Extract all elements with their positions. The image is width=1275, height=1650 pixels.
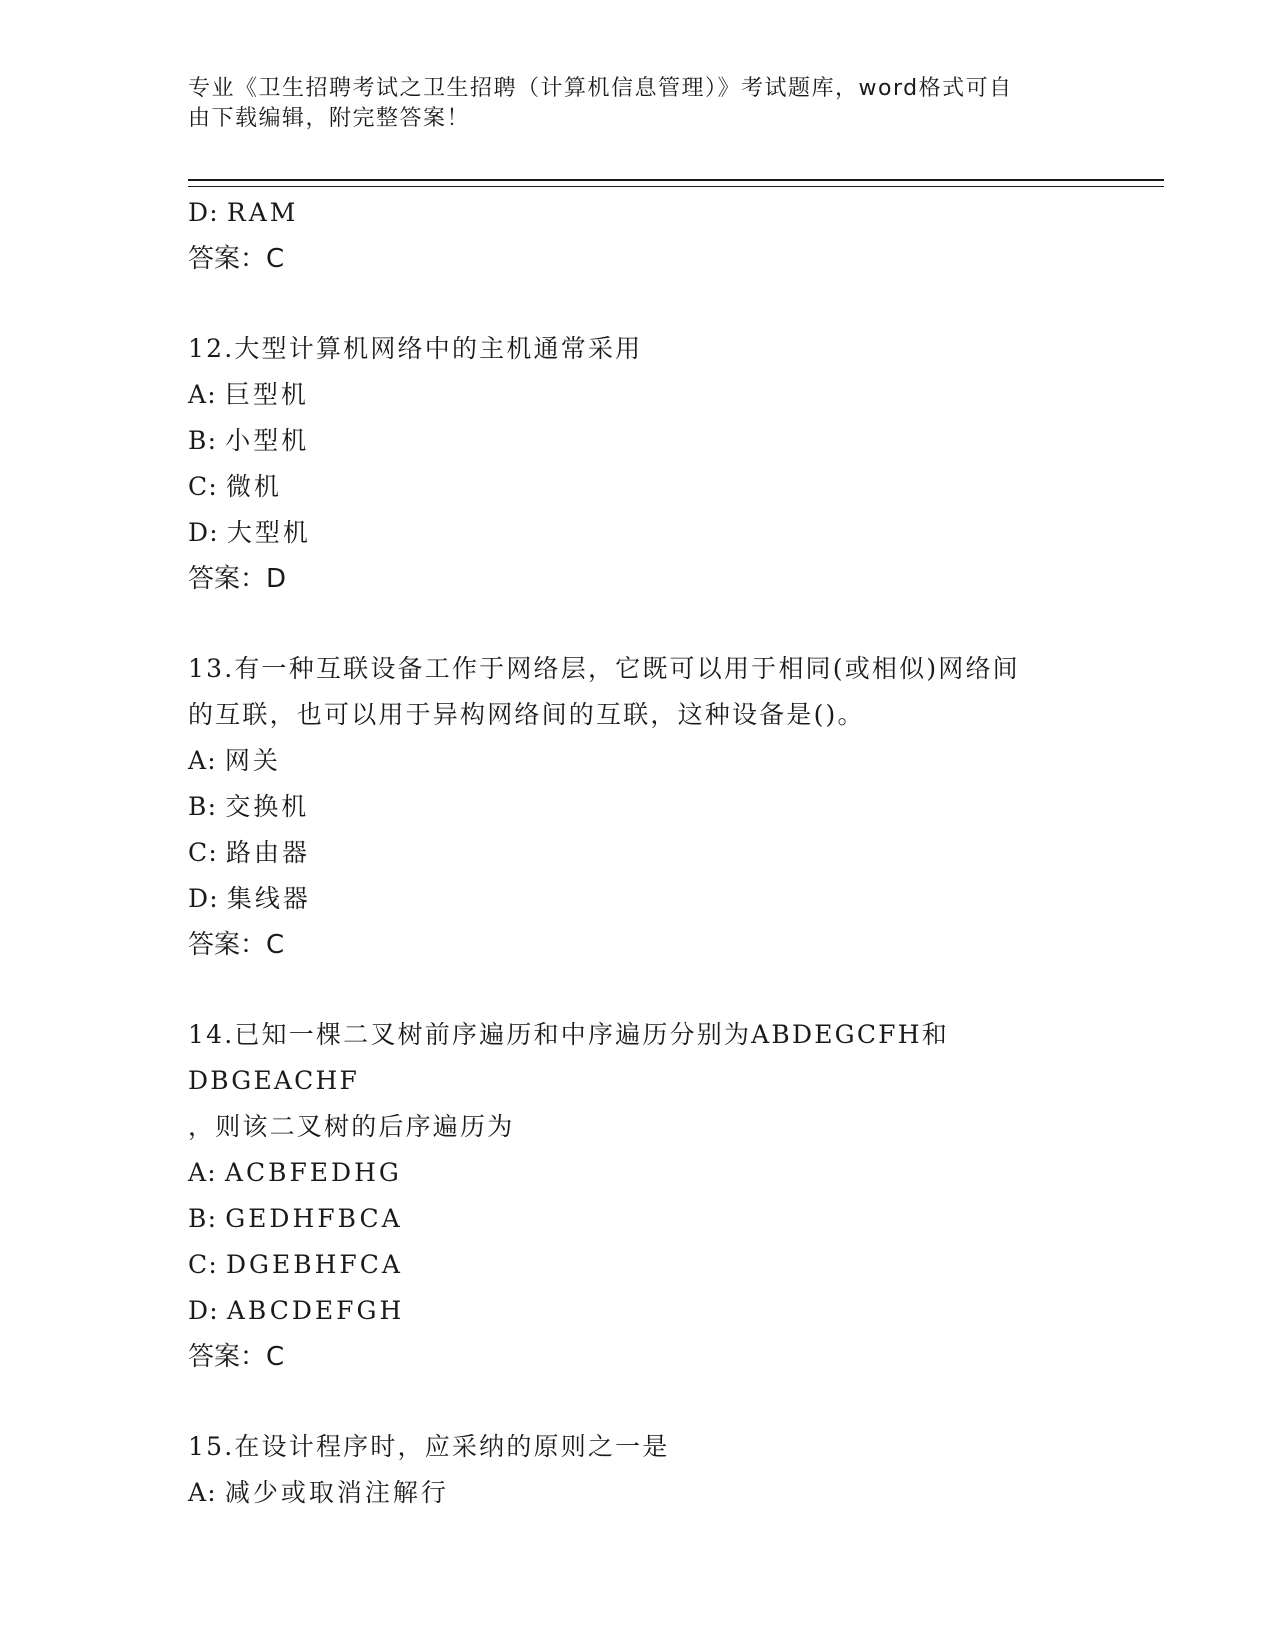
answer: 答案：C xyxy=(188,1342,285,1372)
option-b: B: 小型机 xyxy=(188,426,310,455)
option-d: D: 大型机 xyxy=(188,518,311,547)
option-c: C: 微机 xyxy=(188,472,282,501)
page-header xyxy=(188,74,1088,134)
option-a: A: ACBFEDHG xyxy=(188,1158,402,1187)
option-b: B: 交换机 xyxy=(188,792,310,821)
question-12 xyxy=(188,326,1088,602)
option-d: D: RAM xyxy=(188,198,299,227)
option-a: A: 减少或取消注解行 xyxy=(188,1478,449,1507)
answer: 答案：C xyxy=(188,244,285,274)
question-stem: 13.有一种互联设备工作于网络层，它既可以用于相同(或相似)网络间 的互联，也可以用于异构网络间的互联，这种设备是()。 xyxy=(188,654,1020,729)
question-13 xyxy=(188,646,1088,968)
question-list xyxy=(188,190,1088,1560)
answer: 答案：C xyxy=(188,930,285,960)
question-11-continuation xyxy=(188,190,1088,282)
answer: 答案：D xyxy=(188,564,287,594)
option-b: B: GEDHFBCA xyxy=(188,1204,403,1233)
option-a: A: 网关 xyxy=(188,746,281,775)
question-stem: 15.在设计程序时，应采纳的原则之一是 xyxy=(188,1432,670,1461)
question-stem: 12.大型计算机网络中的主机通常采用 xyxy=(188,334,643,363)
header-line-2: 由下载编辑，附完整答案！ xyxy=(188,106,471,131)
option-c: C: DGEBHFCA xyxy=(188,1250,403,1279)
header-line-1: 专业《卫生招聘考试之卫生招聘（计算机信息管理）》考试题库，word格式可自 xyxy=(188,76,1013,101)
question-15 xyxy=(188,1424,1088,1516)
question-stem: 14.已知一棵二叉树前序遍历和中序遍历分别为ABDEGCFH和DBGEACHF ，则该二叉树的后序遍历为 xyxy=(188,1020,949,1141)
option-c: C: 路由器 xyxy=(188,838,310,867)
option-a: A: 巨型机 xyxy=(188,380,309,409)
question-14 xyxy=(188,1012,1088,1380)
header-divider xyxy=(188,179,1164,187)
option-d: D: 集线器 xyxy=(188,884,311,913)
option-d: D: ABCDEFGH xyxy=(188,1296,405,1325)
